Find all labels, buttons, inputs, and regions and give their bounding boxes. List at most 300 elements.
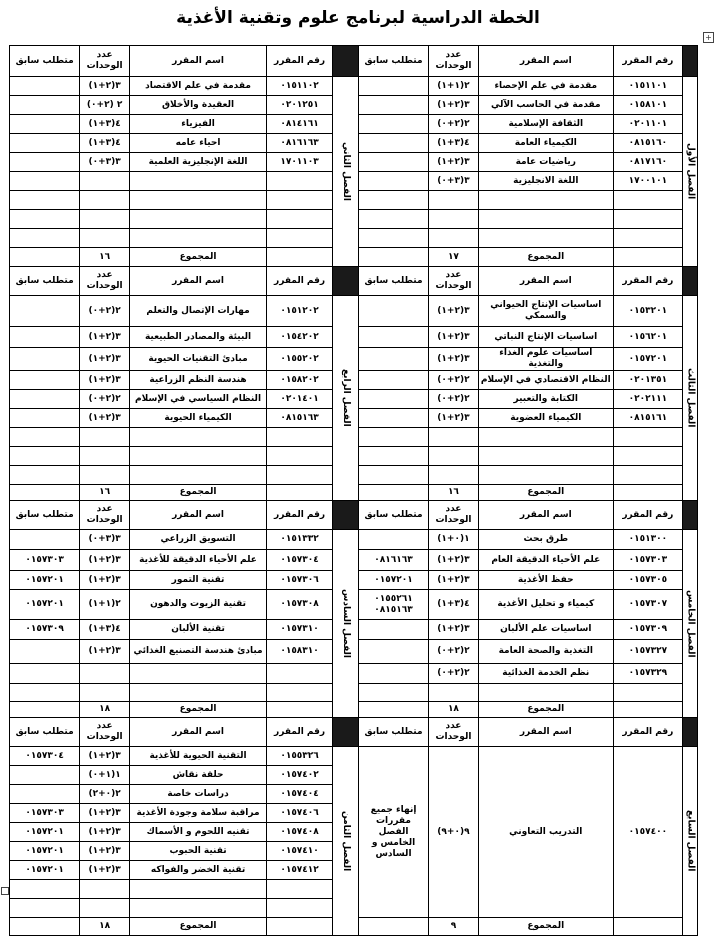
col-header-prereq: متطلب سابق — [10, 718, 80, 747]
course-prereq — [10, 530, 80, 550]
total-label: المجموع — [478, 248, 613, 267]
course-code: ٠١٥٧٤١٢ — [267, 861, 333, 880]
table-row — [10, 77, 698, 96]
table-row — [10, 530, 698, 550]
course-units: ٤(٣+١) — [429, 134, 479, 153]
course-prereq — [358, 348, 428, 371]
total-value: ٩ — [429, 918, 479, 936]
course-name: نظم الخدمة الغذائية — [478, 664, 613, 684]
course-name: الكيمياء العامة — [478, 134, 613, 153]
course-name: دراسات خاصة — [129, 785, 266, 804]
col-header-prereq: متطلب سابق — [358, 718, 428, 747]
semester-label-spacer — [333, 718, 359, 747]
course-prereq — [10, 172, 80, 191]
course-name: مراقبة سلامة وجودة الأغذية — [129, 804, 266, 823]
course-name — [478, 229, 613, 248]
course-units: ٣(٣+٠) — [80, 153, 130, 172]
course-units: ٢(١+١) — [429, 77, 479, 96]
course-units — [429, 210, 479, 229]
course-code — [267, 447, 333, 466]
table-move-handle-icon[interactable]: + — [703, 32, 714, 43]
total-label: المجموع — [478, 485, 613, 501]
course-prereq: ٠١٥٧٣٠٩ — [10, 620, 80, 640]
course-code: ٠١٥١١٠٢ — [267, 77, 333, 96]
course-prereq: ٠١٥٧٢٠١ — [10, 571, 80, 590]
course-units: ٣(٢+١) — [80, 861, 130, 880]
course-name — [129, 210, 266, 229]
course-units: ١(٠+١) — [429, 530, 479, 550]
course-units: ٣(٣+٠) — [80, 530, 130, 550]
course-name: اساسيات الإنتاج النباتي — [478, 327, 613, 348]
course-name: الكتابة والتعبير — [478, 390, 613, 409]
total-label: المجموع — [129, 485, 266, 501]
course-prereq: ٠١٥٧٢٠١ — [358, 571, 428, 590]
course-prereq — [10, 115, 80, 134]
semester-label-right: الفصل الثالث — [682, 296, 697, 501]
course-name — [129, 899, 266, 918]
col-header-name: اسم المقرر — [129, 501, 266, 530]
course-units: ٣(٢+١) — [80, 823, 130, 842]
course-name: مبادئ هندسة التصنيع الغذائي — [129, 640, 266, 664]
total-filler — [613, 485, 682, 501]
course-prereq — [10, 210, 80, 229]
course-units: ٣(٢+١) — [429, 327, 479, 348]
course-code: ٠١٥٣٢٠١ — [613, 296, 682, 327]
course-name — [478, 466, 613, 485]
col-header-units: عدد الوحدات — [429, 267, 479, 296]
course-prereq — [358, 115, 428, 134]
course-code: ٠١٥٨١٠١ — [613, 96, 682, 115]
col-header-code: رقم المقرر — [267, 501, 333, 530]
course-units: ٤(٣+١) — [80, 134, 130, 153]
col-header-units: عدد الوحدات — [80, 718, 130, 747]
course-code — [267, 880, 333, 899]
course-code — [267, 428, 333, 447]
course-name: التقنية الحيوية للأغذية — [129, 747, 266, 766]
course-name: اللغة الإنجليزية العلمية — [129, 153, 266, 172]
course-name: تقنية التمور — [129, 571, 266, 590]
course-code — [267, 684, 333, 702]
semester-label-spacer — [333, 501, 359, 530]
course-code: ٠١٥٧٤١٠ — [267, 842, 333, 861]
col-header-units: عدد الوحدات — [429, 46, 479, 77]
total-filler — [10, 485, 80, 501]
course-units: ٣(٢+١) — [429, 571, 479, 590]
course-prereq: ٠١٥٧٣٠٣ — [10, 804, 80, 823]
course-units: ٢(٢+٠) — [429, 371, 479, 390]
course-code: ٠٢٠١٤٠١ — [267, 390, 333, 409]
total-filler — [267, 485, 333, 501]
course-name: العقيدة والأخلاق — [129, 96, 266, 115]
course-prereq: ٠١٥٧٢٠١ — [10, 823, 80, 842]
col-header-code: رقم المقرر — [267, 718, 333, 747]
course-units — [80, 428, 130, 447]
semester-label-spacer — [333, 46, 359, 77]
course-code: ٠١٥٧٤٠٤ — [267, 785, 333, 804]
course-prereq — [358, 210, 428, 229]
course-name: البيئة والمصادر الطبيعية — [129, 327, 266, 348]
course-prereq — [358, 371, 428, 390]
course-units: ٣(٢+١) — [429, 96, 479, 115]
col-header-code: رقم المقرر — [613, 46, 682, 77]
course-units — [80, 172, 130, 191]
course-prereq — [358, 466, 428, 485]
course-prereq — [10, 96, 80, 115]
col-header-units: عدد الوحدات — [80, 267, 130, 296]
total-value: ١٨ — [429, 702, 479, 718]
course-units: ٣(٢+١) — [429, 550, 479, 571]
course-code: ٠١٥٧٣٠٧ — [613, 590, 682, 620]
course-prereq — [358, 530, 428, 550]
course-code: ٠١٥٧٤٠٢ — [267, 766, 333, 785]
course-prereq — [10, 134, 80, 153]
table-resize-handle-icon[interactable] — [1, 887, 9, 895]
course-prereq — [358, 191, 428, 210]
course-name — [129, 428, 266, 447]
course-code: ٠١٥٧٢٠١ — [613, 348, 682, 371]
course-code: ٠١٥٧٣٠٩ — [613, 620, 682, 640]
course-code: ٠١٥٧٣٠٤ — [267, 550, 333, 571]
total-filler — [10, 702, 80, 718]
course-prereq: إنهاء جميع مقررات الفصل الخامس و السادس — [358, 747, 428, 918]
semester-label-spacer — [682, 267, 697, 296]
course-code: ٠١٥٤٢٠٢ — [267, 327, 333, 348]
course-prereq — [10, 880, 80, 899]
course-code: ٠٢٠١٢٥١ — [267, 96, 333, 115]
total-filler — [10, 918, 80, 936]
course-prereq — [10, 229, 80, 248]
course-units — [80, 466, 130, 485]
col-header-prereq: متطلب سابق — [10, 46, 80, 77]
col-header-code: رقم المقرر — [267, 267, 333, 296]
table-row — [10, 296, 698, 327]
total-filler — [358, 702, 428, 718]
course-units: ٢(٠+٢) — [80, 785, 130, 804]
course-units: ٣(٢+١) — [80, 747, 130, 766]
course-code: ٠٨١٥١٦٠ — [613, 134, 682, 153]
course-name: مهارات الإتصال والتعلم — [129, 296, 266, 327]
course-name: التدريب التعاوني — [478, 747, 613, 918]
course-prereq — [10, 640, 80, 664]
course-code — [613, 191, 682, 210]
course-prereq — [358, 409, 428, 428]
col-header-name: اسم المقرر — [129, 46, 266, 77]
course-code: ٠١٥٧٤٠٦ — [267, 804, 333, 823]
course-prereq — [10, 371, 80, 390]
course-name — [129, 880, 266, 899]
course-name: التسويق الزراعي — [129, 530, 266, 550]
header-row — [10, 46, 698, 77]
course-units — [80, 684, 130, 702]
course-units: ٢(١+١) — [80, 590, 130, 620]
col-header-name: اسم المقرر — [478, 501, 613, 530]
course-code: ١٧٠١١٠٣ — [267, 153, 333, 172]
course-name — [478, 191, 613, 210]
total-value: ١٨ — [80, 918, 130, 936]
course-code — [613, 447, 682, 466]
course-name: الفيزياء — [129, 115, 266, 134]
col-header-prereq: متطلب سابق — [10, 267, 80, 296]
col-header-name: اسم المقرر — [478, 718, 613, 747]
course-name — [129, 229, 266, 248]
course-name — [129, 172, 266, 191]
course-units: ٣(٣+٠) — [429, 172, 479, 191]
semester-label-spacer — [682, 718, 697, 747]
course-units: ٣(٢+١) — [80, 571, 130, 590]
course-prereq: ٠١٥٧٢٠١ — [10, 842, 80, 861]
course-units — [429, 191, 479, 210]
total-filler — [267, 702, 333, 718]
course-code — [613, 684, 682, 702]
course-code — [267, 229, 333, 248]
course-code: ٠٨١٤١٦١ — [267, 115, 333, 134]
course-name: اساسيات علوم الغذاء والتغذية — [478, 348, 613, 371]
total-value: ١٦ — [80, 485, 130, 501]
course-name: مقدمة في علم الإحصاء — [478, 77, 613, 96]
course-name: تقنية الحبوب — [129, 842, 266, 861]
course-units: ٢ (٢+٠) — [80, 96, 130, 115]
course-code: ٠١٥٨٢٠٢ — [267, 371, 333, 390]
course-code: ٠٨١٥١٦٣ — [267, 409, 333, 428]
course-name: مبادئ التقنيات الحيوية — [129, 348, 266, 371]
table-row — [10, 747, 698, 766]
total-filler — [358, 485, 428, 501]
total-filler — [267, 918, 333, 936]
course-units: ٣(٢+١) — [80, 804, 130, 823]
course-code: ٠٨١٦١٦٣ — [267, 134, 333, 153]
course-units — [80, 880, 130, 899]
course-code: ٠١٥٧٣١٠ — [267, 620, 333, 640]
semester-label-left: الفصل السادس — [333, 530, 359, 718]
course-name: الكيمياء العضوية — [478, 409, 613, 428]
course-units: ٣(٢+١) — [80, 327, 130, 348]
course-prereq — [10, 409, 80, 428]
course-units: ٣(٢+١) — [429, 296, 479, 327]
course-name: تقنية الزيوت والدهون — [129, 590, 266, 620]
course-prereq — [10, 348, 80, 371]
course-prereq — [358, 664, 428, 684]
header-row — [10, 718, 698, 747]
total-filler — [613, 248, 682, 267]
course-name: تقنية الألبان — [129, 620, 266, 640]
course-name — [478, 447, 613, 466]
course-code: ٠١٥٥٣٢٦ — [267, 747, 333, 766]
course-name: علم الأحياء الدقيقة العام — [478, 550, 613, 571]
col-header-units: عدد الوحدات — [429, 718, 479, 747]
course-units — [429, 466, 479, 485]
course-name: اساسيات الإنتاج الحيواني والسمكي — [478, 296, 613, 327]
semester-label-right: الفصل السابع — [682, 747, 697, 936]
course-units: ٢(٢+٠) — [429, 640, 479, 664]
course-prereq: ٠٨١٦١٦٣ — [358, 550, 428, 571]
course-prereq — [10, 785, 80, 804]
course-name: حلقة نقاش — [129, 766, 266, 785]
col-header-prereq: متطلب سابق — [10, 501, 80, 530]
total-filler — [358, 918, 428, 936]
total-value: ١٨ — [80, 702, 130, 718]
total-filler — [613, 918, 682, 936]
course-code — [267, 172, 333, 191]
total-value: ١٦ — [429, 485, 479, 501]
col-header-prereq: متطلب سابق — [358, 267, 428, 296]
course-name: كيمياء و تحليل الأغذية — [478, 590, 613, 620]
course-code — [267, 191, 333, 210]
course-prereq — [10, 466, 80, 485]
total-value: ١٦ — [80, 248, 130, 267]
course-prereq — [358, 390, 428, 409]
col-header-code: رقم المقرر — [613, 718, 682, 747]
course-code — [613, 210, 682, 229]
course-name — [129, 466, 266, 485]
course-prereq — [10, 390, 80, 409]
course-name: هندسة النظم الزراعية — [129, 371, 266, 390]
course-prereq — [358, 153, 428, 172]
course-code: ٠٢٠١٣٥١ — [613, 371, 682, 390]
course-name: طرق بحث — [478, 530, 613, 550]
course-prereq — [358, 684, 428, 702]
course-name — [129, 447, 266, 466]
course-prereq: ٠١٥٧٣٠٤ — [10, 747, 80, 766]
course-prereq — [10, 684, 80, 702]
course-units — [429, 428, 479, 447]
course-prereq — [358, 640, 428, 664]
course-code — [267, 466, 333, 485]
course-units: ٤(٣+١) — [80, 115, 130, 134]
course-prereq — [358, 77, 428, 96]
col-header-units: عدد الوحدات — [80, 46, 130, 77]
course-name — [478, 428, 613, 447]
course-prereq: ٠١٥٧٣٠٣ — [10, 550, 80, 571]
col-header-name: اسم المقرر — [129, 267, 266, 296]
course-name: النظام الاقتصادي في الإسلام — [478, 371, 613, 390]
semester-label-left: الفصل الثاني — [333, 77, 359, 267]
course-name — [129, 664, 266, 684]
course-code: ٠١٥١٢٠٢ — [267, 296, 333, 327]
course-code: ٠١٥٧٣٢٧ — [613, 640, 682, 664]
course-units: ٣(٢+١) — [429, 348, 479, 371]
total-filler — [358, 248, 428, 267]
course-name — [478, 210, 613, 229]
course-prereq — [358, 447, 428, 466]
course-units — [429, 447, 479, 466]
course-name: حفظ الأغذية — [478, 571, 613, 590]
course-units: ٢(٢+٠) — [80, 390, 130, 409]
course-prereq — [358, 229, 428, 248]
total-filler — [613, 702, 682, 718]
course-prereq: ٠١٥٧٢٠١ — [10, 861, 80, 880]
course-units: ٣(٢+١) — [429, 620, 479, 640]
course-code: ٠١٥٧٣٠٥ — [613, 571, 682, 590]
course-name — [129, 684, 266, 702]
course-name: علم الأحياء الدقيقة للأغذية — [129, 550, 266, 571]
course-units — [80, 210, 130, 229]
course-name: تقنية الخضر والفواكه — [129, 861, 266, 880]
col-header-code: رقم المقرر — [267, 46, 333, 77]
course-name: مقدمة في الحاسب الآلي — [478, 96, 613, 115]
course-code: ٠١٥٧٤٠٨ — [267, 823, 333, 842]
course-prereq — [10, 153, 80, 172]
course-code: ٠٢٠١١٠١ — [613, 115, 682, 134]
course-prereq — [10, 327, 80, 348]
course-prereq — [10, 191, 80, 210]
course-prereq — [358, 327, 428, 348]
course-code: ٠١٥٦٢٠١ — [613, 327, 682, 348]
col-header-units: عدد الوحدات — [80, 501, 130, 530]
course-name: تقنيه اللحوم و الأسماك — [129, 823, 266, 842]
course-units: ٣(٢+١) — [429, 153, 479, 172]
total-label: المجموع — [129, 248, 266, 267]
semester-label-left: الفصل الثامن — [333, 747, 359, 936]
col-header-code: رقم المقرر — [613, 501, 682, 530]
header-row — [10, 267, 698, 296]
course-code — [267, 899, 333, 918]
course-prereq — [10, 447, 80, 466]
total-filler — [267, 248, 333, 267]
course-prereq — [10, 899, 80, 918]
course-name: التغذية والصحة العامة — [478, 640, 613, 664]
semester-label-spacer — [333, 267, 359, 296]
course-code: ٠١٥٧٣٠٦ — [267, 571, 333, 590]
semester-label-spacer — [682, 501, 697, 530]
course-code: ٠٨١٧١٦٠ — [613, 153, 682, 172]
course-units: ٢(٢+٠) — [80, 296, 130, 327]
course-units: ٣(٢+١) — [80, 348, 130, 371]
course-units: ٤(٣+١) — [80, 620, 130, 640]
col-header-name: اسم المقرر — [478, 267, 613, 296]
course-code: ٠١٥١٣٣٢ — [267, 530, 333, 550]
course-code: ٠٨١٥١٦١ — [613, 409, 682, 428]
course-units — [80, 191, 130, 210]
col-header-code: رقم المقرر — [613, 267, 682, 296]
course-prereq: ٠١٥٧٢٠١ — [10, 590, 80, 620]
course-name: رياضيات عامة — [478, 153, 613, 172]
course-units: ٢(٢+٠) — [429, 115, 479, 134]
course-name: اللغة الانجليزية — [478, 172, 613, 191]
course-prereq — [358, 172, 428, 191]
study-plan-table — [9, 45, 698, 936]
page-title: الخطة الدراسية لبرنامج علوم وتقنية الأغذية — [176, 8, 540, 28]
course-code — [613, 428, 682, 447]
total-value: ١٧ — [429, 248, 479, 267]
course-units: ٤(٣+١) — [429, 590, 479, 620]
semester-label-spacer — [682, 46, 697, 77]
course-code: ٠١٥٧٣٠٨ — [267, 590, 333, 620]
course-prereq — [358, 96, 428, 115]
course-prereq — [358, 296, 428, 327]
course-code — [613, 466, 682, 485]
course-units — [429, 684, 479, 702]
course-units: ٣(٢+١) — [80, 409, 130, 428]
course-code: ٠١٥٧٣٠٣ — [613, 550, 682, 571]
course-units — [80, 229, 130, 248]
course-prereq — [358, 134, 428, 153]
course-code: ٠١٥٨٣١٠ — [267, 640, 333, 664]
semester-label-left: الفصل الرابع — [333, 296, 359, 501]
course-code — [267, 664, 333, 684]
col-header-prereq: متطلب سابق — [358, 501, 428, 530]
col-header-name: اسم المقرر — [478, 46, 613, 77]
course-code: ٠١٥٧٣٢٩ — [613, 664, 682, 684]
course-units: ٣(٢+١) — [80, 550, 130, 571]
course-name — [129, 191, 266, 210]
course-name: النظام السياسي في الإسلام — [129, 390, 266, 409]
course-code: ٠١٥٥٢٠٢ — [267, 348, 333, 371]
course-name: احياء عامه — [129, 134, 266, 153]
course-prereq: ٠١٥٥٢٦١ ٠٨١٥١٦٣ — [358, 590, 428, 620]
course-prereq — [10, 428, 80, 447]
course-units — [429, 229, 479, 248]
course-units — [80, 899, 130, 918]
